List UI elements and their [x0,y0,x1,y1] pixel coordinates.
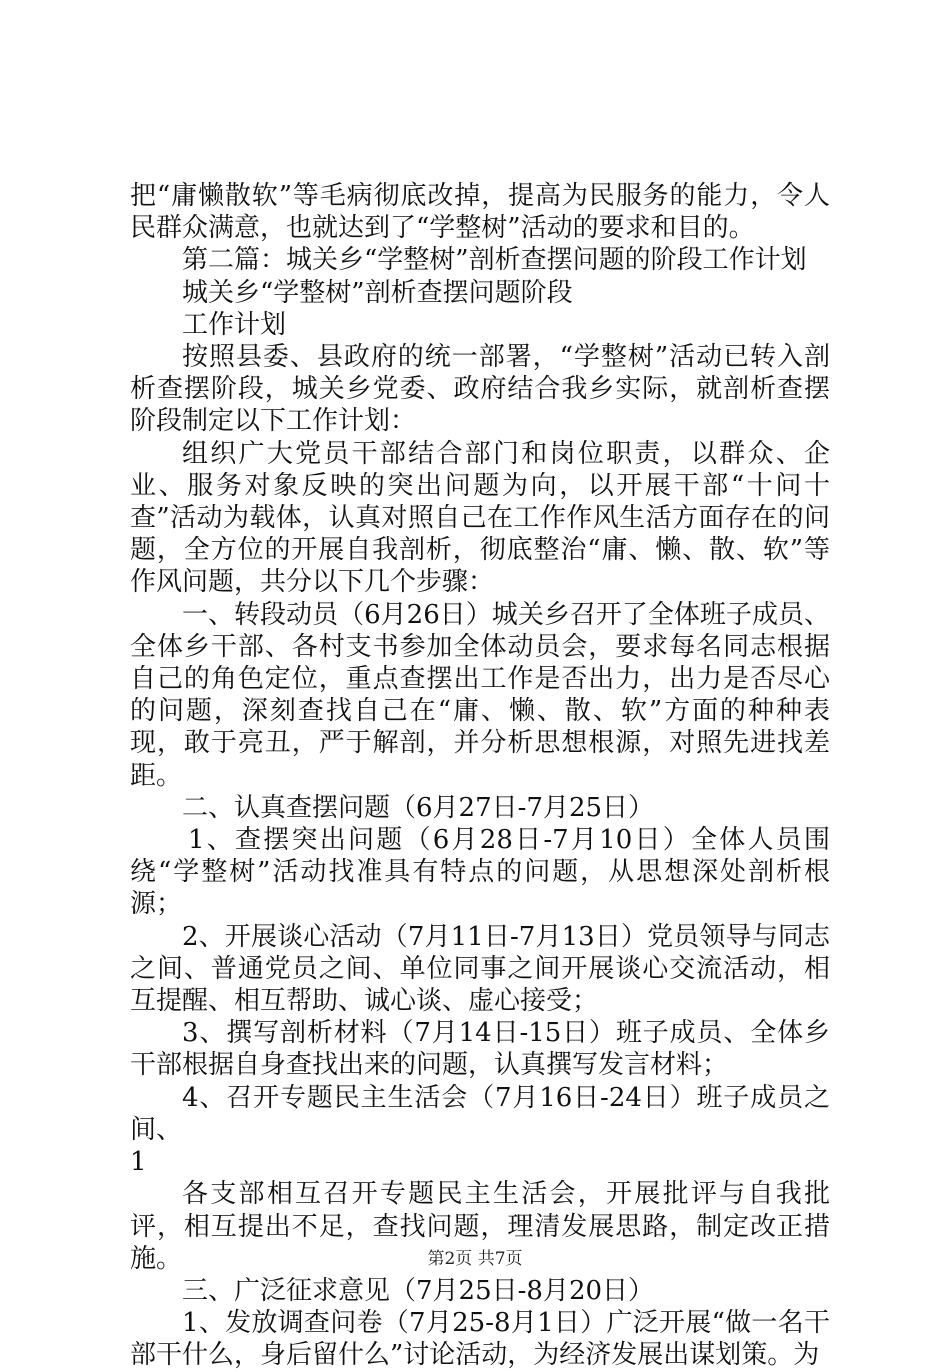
paragraph-1: 把“庸懒散软”等毛病彻底改掉，提高为民服务的能力，令人民群众满意，也就达到了“学整树”活动的要求和目的。 [130,181,830,244]
paragraph-intro: 按照县委、县政府的统一部署，“学整树”活动已转入剖析查摆阶段，城关乡党委、政府结合我乡实际，就剖析查摆阶段制定以下工作计划： [130,342,830,437]
step-2-item-1: 1、查摆突出问题（6月28日-7月10日）全体人员围绕“学整树”活动找准具有特点的问题，从思想深处剖析根源； [130,825,830,920]
page-footer: 第2页 共7页 [427,1249,523,1269]
inline-page-number: 1 [130,1147,147,1178]
section-heading-2: 第二篇：城关乡“学整树”剖析查摆问题的阶段工作计划 [182,245,807,276]
document-title-line-2: 工作计划 [182,309,287,340]
step-2-item-2: 2、开展谈心活动（7月11日-7月13日）党员领导与同志之间、普通党员之间、单位同事之间开展谈心交流活动，相互提醒、相互帮助、诚心谈、虚心接受； [130,921,830,1017]
step-1-mobilization: 一、转段动员（6月26日）城关乡召开了全体班子成员、全体乡干部、各村支书参加全体动员会，要求每名同志根据自己的角色定位，重点查摆出工作是否出力，出力是否尽心的问题，深刻查找自己在“庸、懒、散、软”方面的种种表现，敢于亮丑，严于解剖，并分析思想根源，对照先进找差距。 [130,599,830,791]
step-2-heading: 二、认真查摆问题（6月27日-7月25日） [182,792,655,823]
document-body [130,180,830,1372]
document-title-line-1: 城关乡“学整树”剖析查摆问题阶段 [182,277,573,308]
step-2-item-4: 4、召开专题民主生活会（7月16日-24日）班子成员之间、 [130,1082,830,1145]
step-3-item-1: 1、发放调查问卷（7月25-8月1日）广泛开展“做一名干部干什么，身后留什么”讨论活动，为经济发展出谋划策。为 [130,1308,830,1371]
step-2-item-4-continued: 各支部相互召开专题民主生活会，开展批评与自我批评，相互提出不足，查找问题，理清发展思路，制定改正措施。 [130,1179,830,1274]
paragraph-organize: 组织广大党员干部结合部门和岗位职责，以群众、企业、服务对象反映的突出问题为向，以开展干部“十问十查”活动为载体，认真对照自己在工作作风生活方面存在的问题，全方位的开展自我剖析，彻底整治“庸、懒、散、软”等作风问题，共分以下几个步骤： [130,438,830,598]
step-2-item-3: 3、撰写剖析材料（7月14日-15日）班子成员、全体乡干部根据自身查找出来的问题，认真撰写发言材料； [130,1018,830,1081]
step-3-heading: 三、广泛征求意见（7月25日-8月20日） [182,1275,655,1306]
